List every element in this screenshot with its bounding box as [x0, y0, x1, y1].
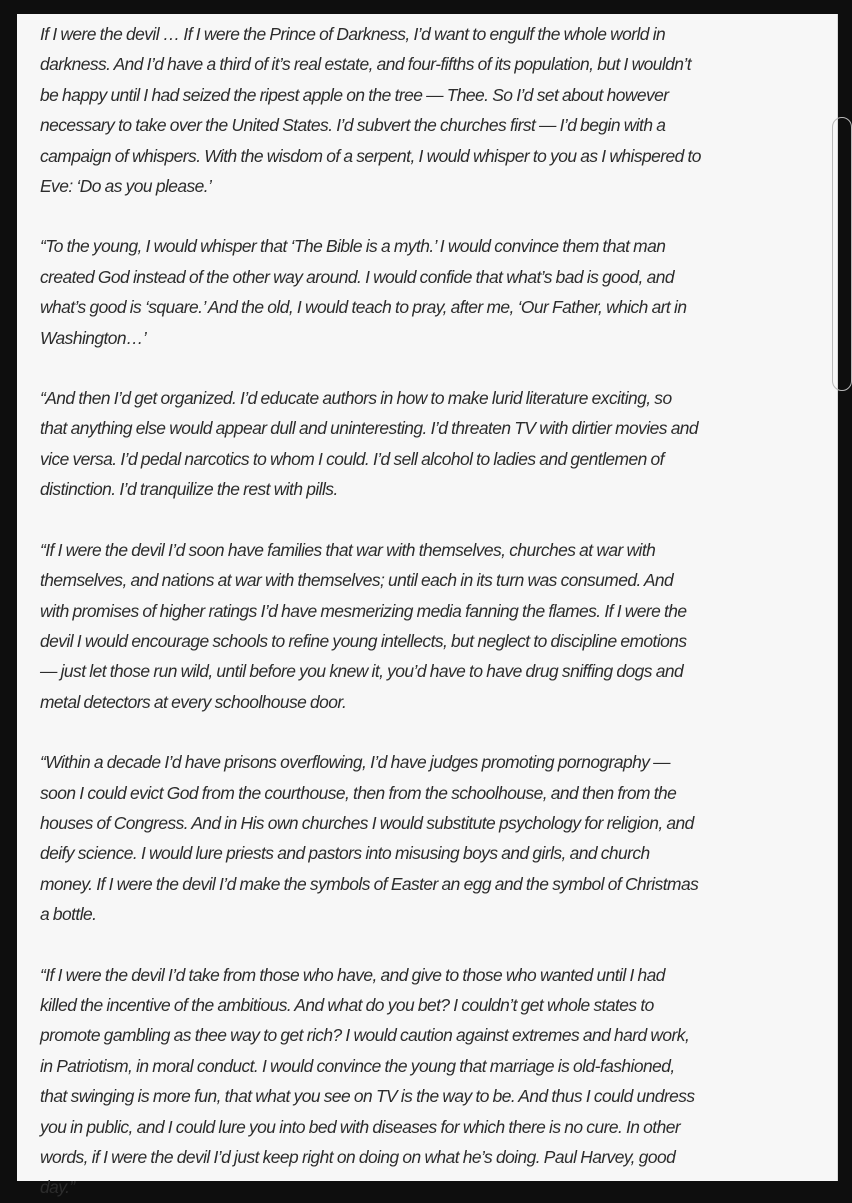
article-body	[40, 14, 840, 1203]
paragraph-families: “If I were the devil I’d soon have families that war with themselves, churches at war with themselves, and nations at war with themselves; until each in its turn was consumed. And with promises of higher ratings I’d have mesmerizing media fanning the flames. If I were the devil I would encourage schools to refine young intellects, but neglect to discipline emotions — just let those run wild, until before you knew it, you’d have to have drug sniffing dogs and metal detectors at every schoolhouse door.	[40, 539, 687, 712]
paragraph-intro: If I were the devil … If I were the Prince of Darkness, I’d want to engulf the whole world in darkness. And I’d have a third of it’s real estate, and four-fifths of its population, but I wouldn’t be happy until I had seized the ripest apple on the tree — Thee. So I’d set about however necessary to take over the United States. I’d subvert the churches first — I’d begin with a campaign of whispers. With the wisdom of a serpent, I would whisper to you as I whispered to Eve: ‘Do as you please.’	[40, 24, 701, 197]
paragraph-organized: “And then I’d get organized. I’d educate authors in how to make lurid literature exciting, so that anything else would appear dull and uninteresting. I’d threaten TV with dirtier movies and vice versa. I’d pedal narcotics to whom I could. I’d sell alcohol to ladies and gentlemen of distinction. I’d tranquilize the rest with pills.	[40, 388, 699, 500]
paragraph-closing: “If I were the devil I’d take from those who have, and give to those who wanted until I had killed the incentive of the ambitious. And what do you bet? I couldn’t get whole states to promote gambling as thee way to get rich? I would caution against extremes and hard work, in Patriotism, in moral conduct. I would convince the young that marriage is old-fashioned, that swinging is more fun, that what you see on TV is the way to be. And thus I could undress you in public, and I could lure you into bed with diseases for which there is no cure. In other words, if I were the devil I’d just keep right on doing on what he’s doing. Paul Harvey, good day.”	[40, 964, 695, 1198]
paragraph-young: “To the young, I would whisper that ‘The Bible is a myth.’ I would convince them that man created God instead of the other way around. I would confide that what’s bad is good, and what’s good is ‘square.’ And the old, I would teach to pray, after me, ‘Our Father, which art in Washington…’	[40, 236, 687, 348]
paragraph-decade: “Within a decade I’d have prisons overflowing, I’d have judges promoting pornography — soon I could evict God from the courthouse, then from the schoolhouse, and then from the houses of Congress. And in His own churches I would substitute psychology for religion, and deify science. I would lure priests and pastors into misusing boys and girls, and church money. If I were the devil I’d make the symbols of Easter an egg and the symbol of Christmas a bottle.	[40, 752, 699, 925]
document-page	[17, 14, 838, 1198]
scroll-handle[interactable]	[832, 117, 852, 391]
